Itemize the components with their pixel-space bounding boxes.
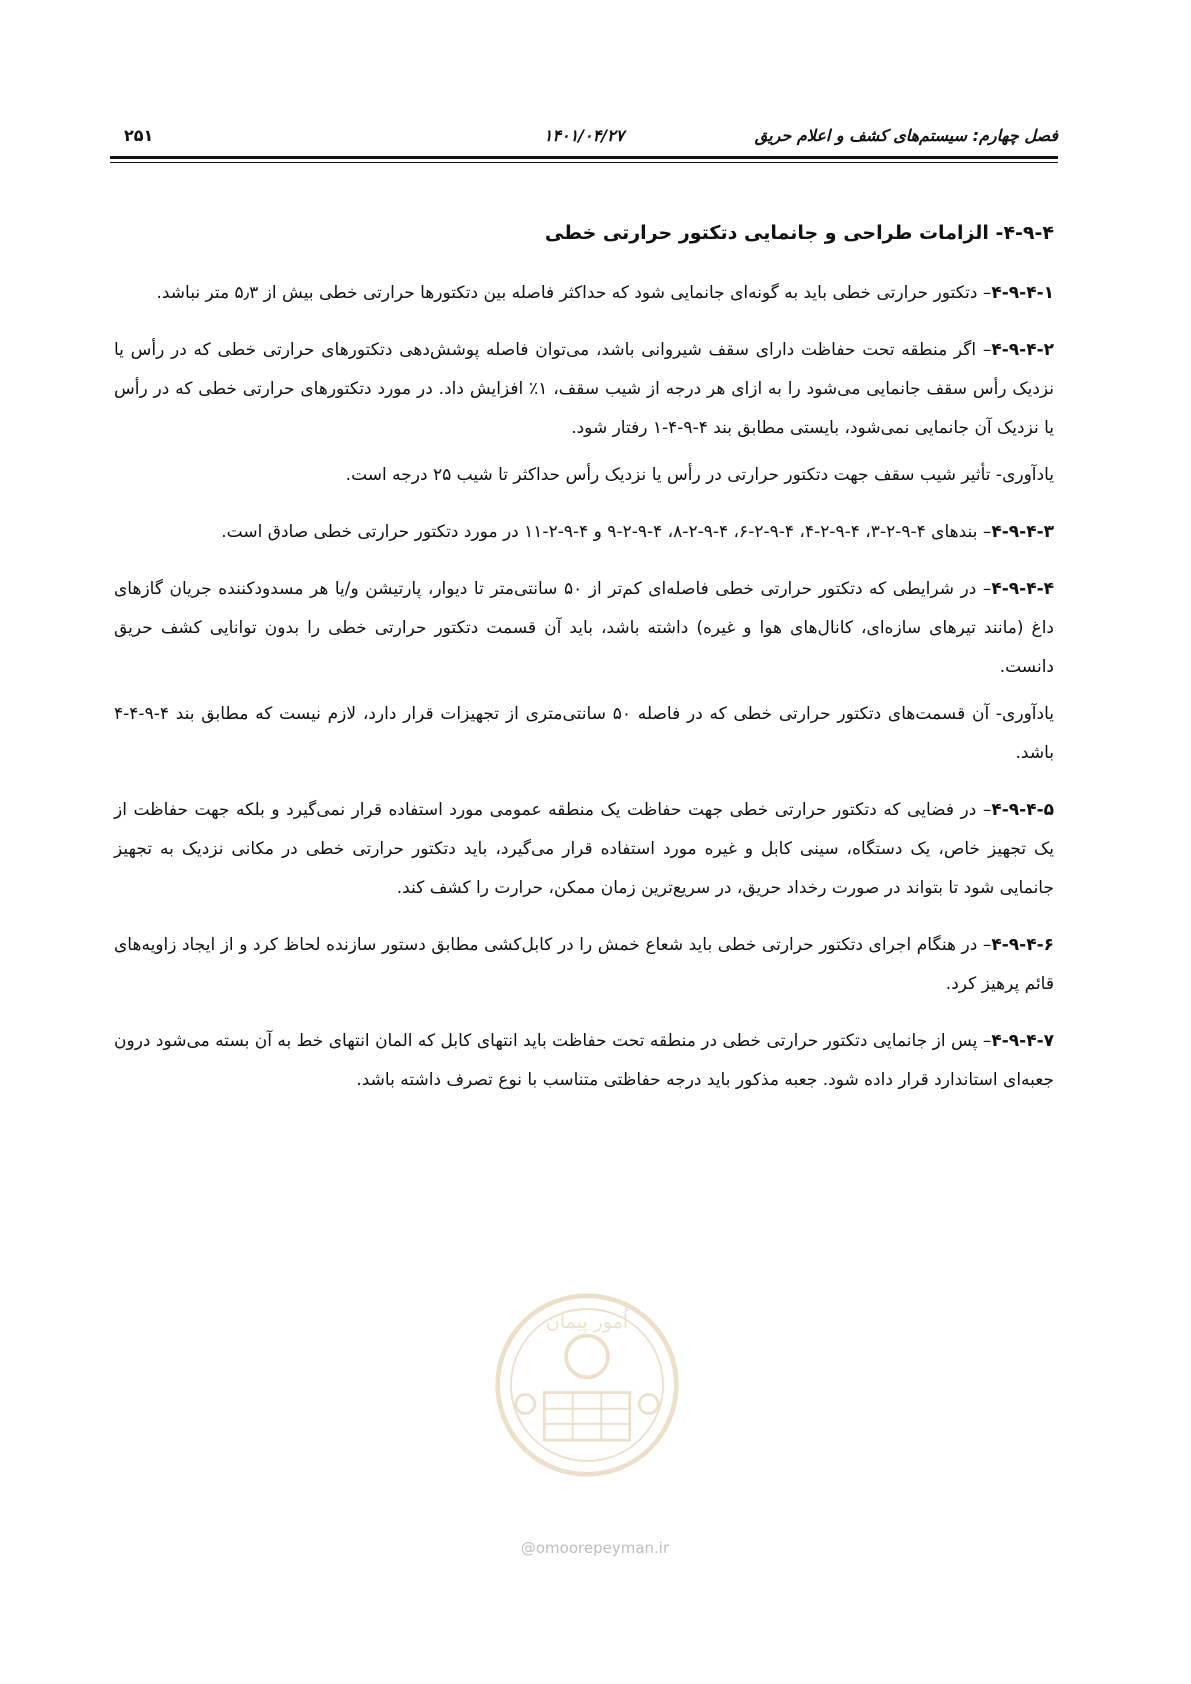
header-rule-thick xyxy=(110,156,1058,159)
clause-text: – اگر منطقه تحت حفاظت دارای سقف شیروانی باشد، می‌توان فاصله پوشش‌دهی دتکتورهای حرارتی خطی که در رأس یا نزدیک رأس سقف جانمایی می‌شود را به ازای هر درجه از شیب سقف، ۱٪ افزایش داد. در مورد دتکتورهای حرارتی خطی که در رأس یا نزدیک آن جانمایی نمی‌شود، بایستی مطابق بند ۴-۹-۴-۱ رفتار شود. xyxy=(114,340,1054,438)
page-body xyxy=(114,180,1054,1118)
clause-number: ۴-۹-۴-۵ xyxy=(991,800,1054,820)
clause-text: – پس از جانمایی دتکتور حرارتی خطی در منطقه تحت حفاظت باید انتهای کابل که المان انتهای خط به آن بسته می‌شود درون جعبه‌ای استاندارد قرار داده شود. جعبه مذکور باید درجه حفاظتی متناسب با نوع تصرف داشته باشد. xyxy=(114,1031,1054,1090)
clause-number: ۴-۹-۴-۲ xyxy=(991,340,1054,360)
clause-number: ۴-۹-۴-۱ xyxy=(991,283,1054,303)
section-heading: ۴-۹-۴- الزامات طراحی و جانمایی دتکتور حرارتی خطی xyxy=(544,222,1054,244)
note: یادآوری- آن قسمت‌های دتکتور حرارتی خطی که در فاصله ۵۰ سانتی‌متری از تجهیزات قرار دارد، لازم نیست که مطابق بند ۴-۹-۴-۴ باشد. xyxy=(114,704,1054,763)
clause-text: – در فضایی که دتکتور حرارتی خطی جهت حفاظت یک منطقه عمومی مورد استفاده قرار نمی‌گیرد و بلکه جهت حفاظت از یک تجهیز خاص، یک دستگاه، سینی کابل و غیره مورد استفاده قرار می‌گیرد، باید دتکتور حرارتی خطی در مکانی نزدیک به تجهیز جانمایی شود تا بتواند در صورت رخداد حریق، در سریع‌ترین زمان ممکن، حرارت را کشف کند. xyxy=(114,800,1054,898)
paragraph xyxy=(114,331,1054,448)
paragraph xyxy=(114,926,1054,1004)
paragraph xyxy=(114,1022,1054,1100)
clause-text: – دتکتور حرارتی خطی باید به گونه‌ای جانمایی شود که حداکثر فاصله بین دتکتورها حرارتی خطی بیش از ۵٫۳ متر نباشد. xyxy=(156,283,992,303)
paragraph xyxy=(114,274,1054,313)
clause-number: ۴-۹-۴-۳ xyxy=(991,522,1054,542)
clause-text: – در شرایطی که دتکتور حرارتی خطی فاصله‌ای کم‌تر از ۵۰ سانتی‌متر تا دیوار، پارتیشن و/یا هر مسدودکننده جریان گازهای داغ (مانند تیرهای سازه‌ای، کانال‌های هوا و غیره) داشته باشد، باید آن قسمت دتکتور حرارتی خطی را بدون توانایی کشف حریق دانست. xyxy=(114,579,1054,677)
clause-number: ۴-۹-۴-۴ xyxy=(991,579,1054,599)
clause-number: ۴-۹-۴-۶ xyxy=(991,935,1054,955)
paragraph xyxy=(114,791,1054,908)
chapter-title: فصل چهارم: سیستم‌های کشف و اعلام حریق xyxy=(754,126,1058,145)
clause-text: – بندهای ۴-۹-۲-۳، ۴-۹-۲-۴، ۴-۹-۲-۶، ۴-۹-۲-۸، ۴-۹-۲-۹ و ۴-۹-۲-۱۱ در مورد دتکتور حرارتی خطی صادق است. xyxy=(221,522,992,542)
clause-number: ۴-۹-۴-۷ xyxy=(991,1031,1054,1051)
clause-text: – در هنگام اجرای دتکتور حرارتی خطی باید شعاع خمش را در کابل‌کشی مطابق دستور سازنده لحاظ کرد و از ایجاد زاویه‌های قائم پرهیز کرد. xyxy=(114,935,1054,994)
header-date: ۱۴۰۱/۰۴/۲۷ xyxy=(543,126,625,145)
paragraph xyxy=(114,513,1054,552)
page-header xyxy=(110,126,1058,152)
note: یادآوری- تأثیر شیب سقف جهت دتکتور حرارتی در رأس یا نزدیک رأس حداکثر تا شیب ۲۵ درجه است. xyxy=(345,465,1054,485)
page-number: ۲۵۱ xyxy=(124,126,154,145)
paragraph xyxy=(114,570,1054,687)
stamp-text: اُمور پیمان xyxy=(545,1311,629,1333)
watermark-url: @omoorepeyman.ir xyxy=(520,1539,670,1557)
watermark-stamp-icon xyxy=(492,1290,682,1480)
header-rule-thin xyxy=(110,162,1058,163)
